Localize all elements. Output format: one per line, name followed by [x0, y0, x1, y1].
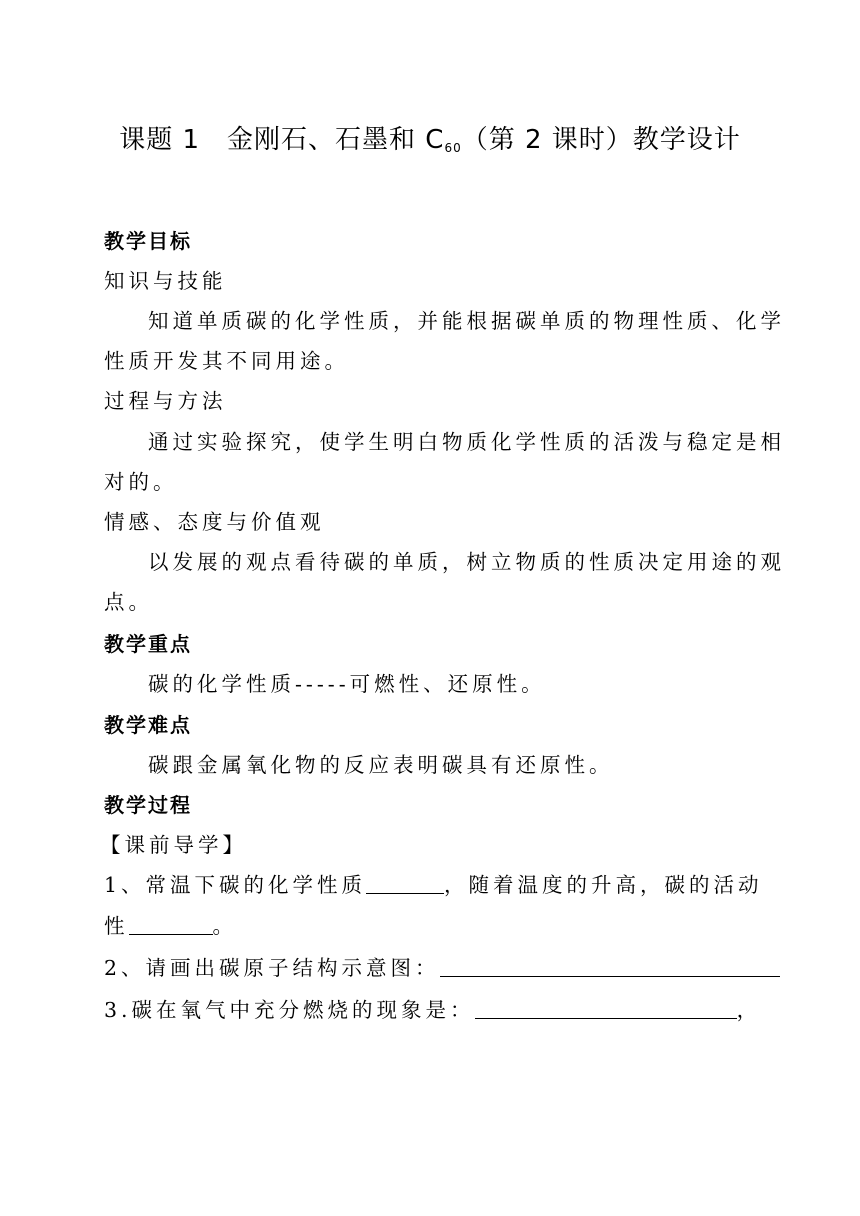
emotion-values-heading: 情感、态度与价值观 — [104, 510, 325, 534]
pre-class-guide-heading: 【课前导学】 — [100, 833, 247, 857]
title-main: 课题 1 金刚石、石墨和 C — [119, 125, 445, 155]
question-1-blank-2[interactable] — [129, 912, 213, 935]
process-text-line-1: 通过实验探究，使学生明白物质化学性质的活泼与稳定是相 — [148, 430, 785, 454]
question-1-text-d: 。 — [212, 914, 237, 938]
question-1-line-2 — [104, 911, 237, 941]
title-suffix: （第 2 课时）教学设计 — [461, 125, 741, 155]
teaching-process-heading: 教学过程 — [104, 793, 192, 817]
knowledge-text-line-1: 知道单质碳的化学性质，并能根据碳单质的物理性质、化学 — [148, 309, 785, 333]
key-points-text: 碳的化学性质-----可燃性、还原性。 — [148, 672, 546, 696]
teaching-goals-heading: 教学目标 — [104, 229, 192, 253]
process-method-heading: 过程与方法 — [104, 389, 227, 413]
difficulty-text: 碳跟金属氧化物的反应表明碳具有还原性。 — [148, 753, 614, 777]
knowledge-skills-heading: 知识与技能 — [104, 269, 227, 293]
question-1-blank-1[interactable] — [366, 871, 444, 894]
question-1-text-c: 性 — [104, 914, 129, 938]
title-subscript: 60 — [444, 141, 462, 155]
question-3-comma: ， — [736, 998, 762, 1022]
question-3-blank[interactable] — [475, 996, 737, 1019]
question-1-line-1 — [104, 870, 763, 900]
question-2-blank[interactable] — [440, 954, 780, 977]
key-points-heading: 教学重点 — [104, 632, 192, 656]
emotion-text-line-2: 点。 — [104, 590, 153, 614]
question-2-line — [104, 953, 780, 983]
question-1-text-a: 1、常温下碳的化学性质 — [104, 873, 367, 897]
page-title — [0, 118, 860, 170]
question-1-text-b: ，随着温度的升高，碳的活动 — [444, 873, 763, 897]
question-3-line — [104, 995, 761, 1025]
process-text-line-2: 对的。 — [104, 470, 178, 494]
knowledge-text-line-2: 性质开发其不同用途。 — [104, 349, 349, 373]
emotion-text-line-1: 以发展的观点看待碳的单质，树立物质的性质决定用途的观 — [148, 550, 785, 574]
difficulty-heading: 教学难点 — [104, 713, 192, 737]
question-3-text: 3.碳在氧气中充分燃烧的现象是： — [104, 998, 475, 1022]
question-2-text: 2、请画出碳原子结构示意图： — [104, 956, 440, 980]
